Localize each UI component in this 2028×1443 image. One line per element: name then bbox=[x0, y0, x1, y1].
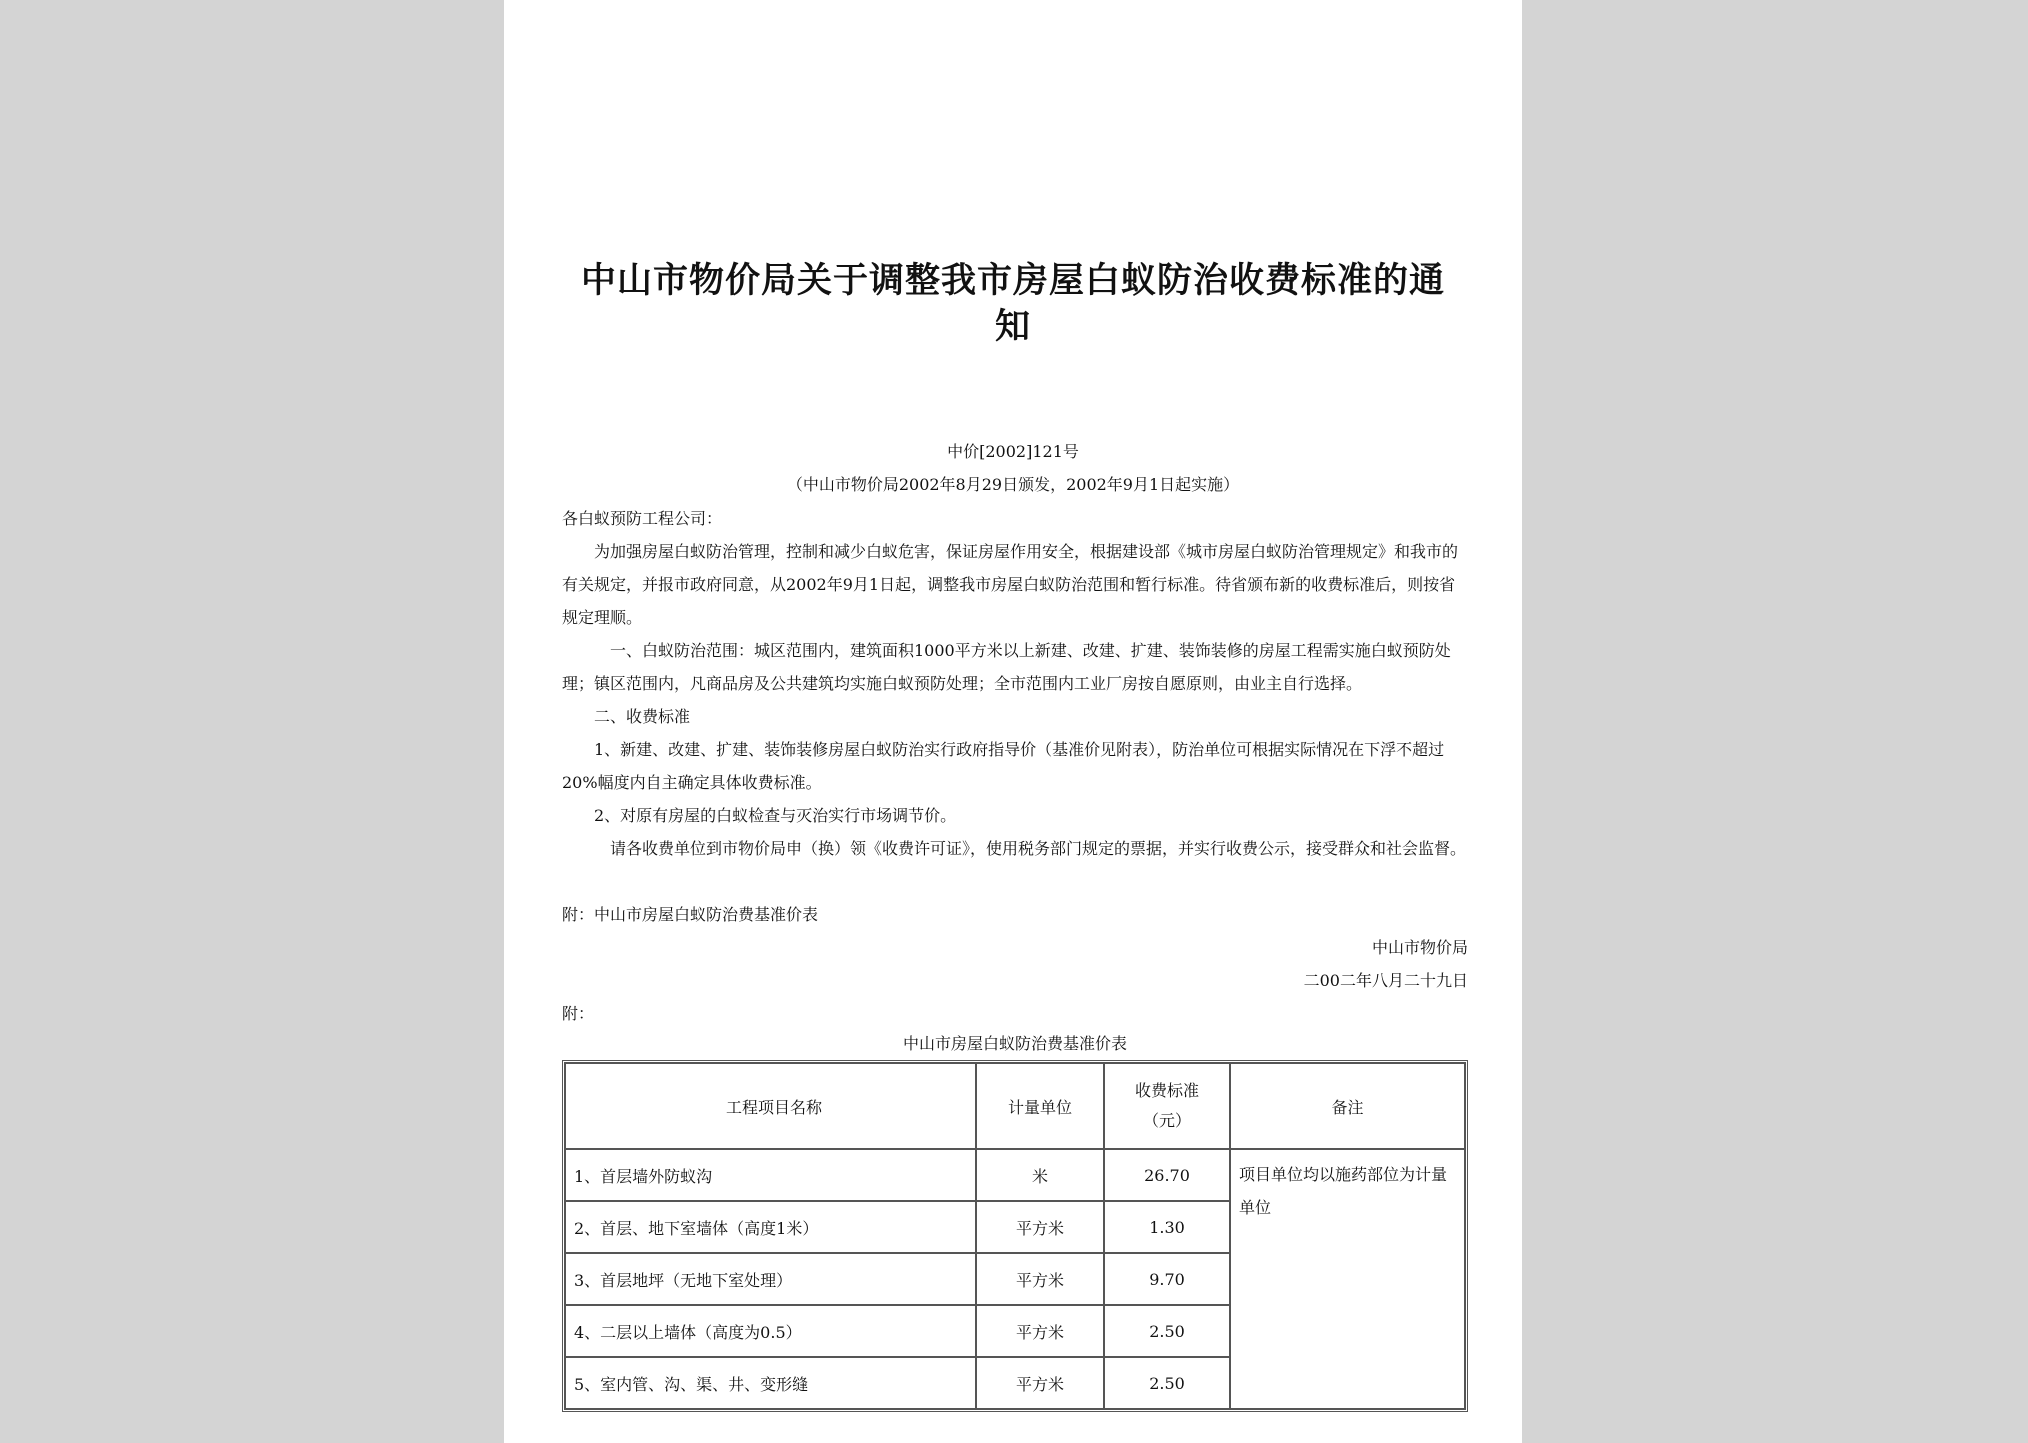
issue-note: （中山市物价局2002年8月29日颁发，2002年9月1日起实施） bbox=[786, 475, 1240, 494]
signature-org: 中山市物价局 bbox=[1371, 938, 1468, 957]
row-price: 26.70 bbox=[1104, 1149, 1230, 1201]
paragraph-scope: 一、白蚁防治范围：城区范围内，建筑面积1000平方米以上新建、改建、扩建、装饰装修的房屋工程需实施白蚁预防处理；镇区范围内，凡商品房及公共建筑均实施白蚁预防处理；全市范围内工业厂房按自愿原则，由业主自行选择。 bbox=[562, 641, 1451, 693]
table-header-row bbox=[565, 1063, 1465, 1149]
row-name: 1、首层墙外防蚁沟 bbox=[565, 1149, 976, 1201]
row-name: 5、室内管、沟、渠、井、变形缝 bbox=[565, 1357, 976, 1409]
table-row bbox=[565, 1149, 1465, 1201]
row-name: 4、二层以上墙体（高度为0.5） bbox=[565, 1305, 976, 1357]
row-name: 2、首层、地下室墙体（高度1米） bbox=[565, 1201, 976, 1253]
row-unit: 平方米 bbox=[976, 1201, 1104, 1253]
header-price bbox=[1104, 1063, 1230, 1149]
table-title: 中山市房屋白蚁防治费基准价表 bbox=[902, 1034, 1127, 1053]
signature-date: 二00二年八月二十九日 bbox=[1303, 971, 1468, 990]
row-name: 3、首层地坪（无地下室处理） bbox=[565, 1253, 976, 1305]
paragraph-fee-heading: 二、收费标准 bbox=[594, 707, 691, 726]
addressee: 各白蚁预防工程公司： bbox=[562, 509, 723, 528]
row-price: 9.70 bbox=[1104, 1253, 1230, 1305]
paragraph-intro: 为加强房屋白蚁防治管理，控制和减少白蚁危害，保证房屋作用安全，根据建设部《城市房屋白蚁防治管理规定》和我市的有关规定，并报市政府同意，从2002年9月1日起，调整我市房屋白蚁防治范围和暂行标准。待省颁布新的收费标准后，则按省规定理顺。 bbox=[562, 542, 1459, 627]
header-unit: 计量单位 bbox=[976, 1063, 1104, 1149]
document-title: 中山市物价局关于调整我市房屋白蚁防治收费标准的通知 bbox=[580, 260, 1445, 347]
attachment-line: 附：中山市房屋白蚁防治费基准价表 bbox=[562, 905, 819, 924]
document-number: 中价[2002]121号 bbox=[947, 442, 1079, 461]
row-unit: 平方米 bbox=[976, 1253, 1104, 1305]
header-price-line2: （元） bbox=[1142, 1111, 1191, 1130]
paragraph-fee-item-2: 2、对原有房屋的白蚁检查与灭治实行市场调节价。 bbox=[594, 806, 957, 825]
fee-table bbox=[562, 1060, 1468, 1412]
paragraph-license: 请各收费单位到市物价局申（换）领《收费许可证》，使用税务部门规定的票据，并实行收费公示，接受群众和社会监督。 bbox=[610, 839, 1467, 858]
row-unit: 平方米 bbox=[976, 1305, 1104, 1357]
document-page bbox=[504, 0, 1522, 1443]
header-remark: 备注 bbox=[1230, 1063, 1465, 1149]
row-remark: 项目单位均以施药部位为计量单位 bbox=[1230, 1149, 1465, 1409]
row-unit: 平方米 bbox=[976, 1357, 1104, 1409]
header-price-line1: 收费标准 bbox=[1134, 1081, 1199, 1100]
row-price: 2.50 bbox=[1104, 1357, 1230, 1409]
header-name: 工程项目名称 bbox=[565, 1063, 976, 1149]
row-price: 1.30 bbox=[1104, 1201, 1230, 1253]
row-price: 2.50 bbox=[1104, 1305, 1230, 1357]
appendix-label: 附： bbox=[562, 1004, 595, 1023]
paragraph-fee-item-1: 1、新建、改建、扩建、装饰装修房屋白蚁防治实行政府指导价（基准价见附表），防治单位可根据实际情况在下浮不超过20%幅度内自主确定具体收费标准。 bbox=[562, 740, 1445, 792]
row-unit: 米 bbox=[976, 1149, 1104, 1201]
